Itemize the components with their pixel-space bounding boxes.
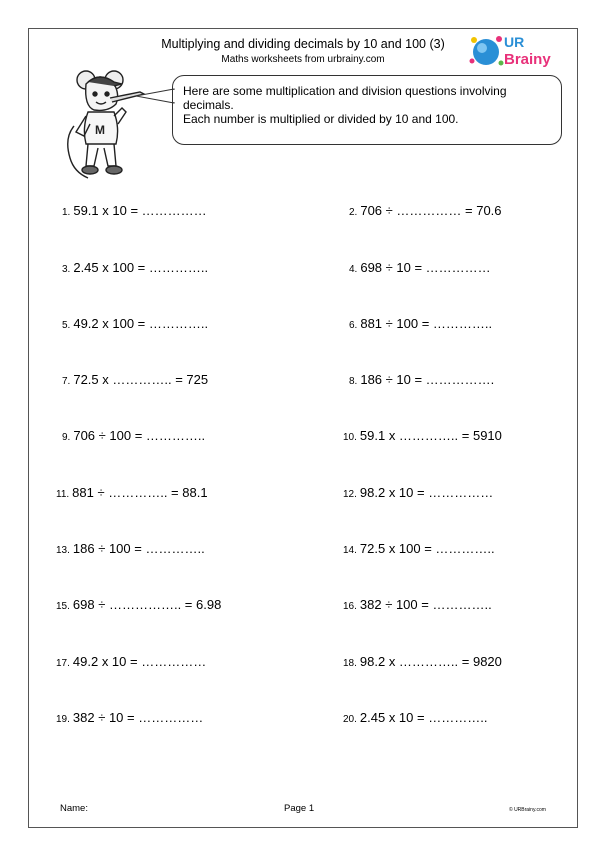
instructions-line-2: Each number is multiplied or divided by 10 and 100.: [183, 112, 459, 126]
question-18: 18. 98.2 x ………….. = 9820: [343, 654, 502, 669]
question-2: 2. 706 ÷ …………… = 70.6: [349, 203, 502, 218]
question-7: 7. 72.5 x ………….. = 725: [62, 372, 209, 387]
copyright-notice: © URBrainy.com: [509, 807, 546, 813]
instructions-speech-bubble: [172, 75, 562, 145]
mascot-shirt-letter: M: [95, 123, 105, 137]
mouse-mascot-illustration: [64, 68, 174, 186]
logo-text-brainy: Brainy: [504, 51, 551, 68]
question-11: 11. 881 ÷ ………….. = 88.1: [56, 485, 208, 500]
question-1: 1. 59.1 x 10 = ……………: [62, 203, 207, 218]
question-3: 3. 2.45 x 100 = …………..: [62, 260, 209, 275]
question-20: 20. 2.45 x 10 = …………..: [343, 710, 488, 725]
question-15: 15. 698 ÷ …………….. = 6.98: [56, 597, 222, 612]
speech-bubble-tail: [136, 88, 176, 104]
question-8: 8. 186 ÷ 10 = …………….: [349, 372, 495, 387]
worksheet-title: Multiplying and dividing decimals by 10 and 100 (3): [161, 37, 445, 51]
page-number: Page 1: [284, 803, 315, 814]
worksheet-subtitle: Maths worksheets from urbrainy.com: [221, 54, 385, 65]
question-5: 5. 49.2 x 100 = …………..: [62, 316, 209, 331]
question-16: 16. 382 ÷ 100 = …………..: [343, 597, 492, 612]
question-6: 6. 881 ÷ 100 = …………..: [349, 316, 493, 331]
question-10: 10. 59.1 x ………….. = 5910: [343, 428, 502, 443]
question-19: 19. 382 ÷ 10 = ……………: [56, 710, 204, 725]
question-13: 13. 186 ÷ 100 = …………..: [56, 541, 205, 556]
logo-text-ur: UR: [504, 34, 525, 50]
question-4: 4. 698 ÷ 10 = ……………: [349, 260, 491, 275]
question-12: 12. 98.2 x 10 = ……………: [343, 485, 494, 500]
question-17: 17. 49.2 x 10 = ……………: [56, 654, 207, 669]
name-label: Name:: [60, 803, 88, 814]
instructions-line-1: Here are some multiplication and division questions involving decimals.: [183, 84, 507, 112]
question-14: 14. 72.5 x 100 = …………..: [343, 541, 495, 556]
question-9: 9. 706 ÷ 100 = …………..: [62, 428, 206, 443]
urbrainy-logo: [468, 30, 563, 70]
